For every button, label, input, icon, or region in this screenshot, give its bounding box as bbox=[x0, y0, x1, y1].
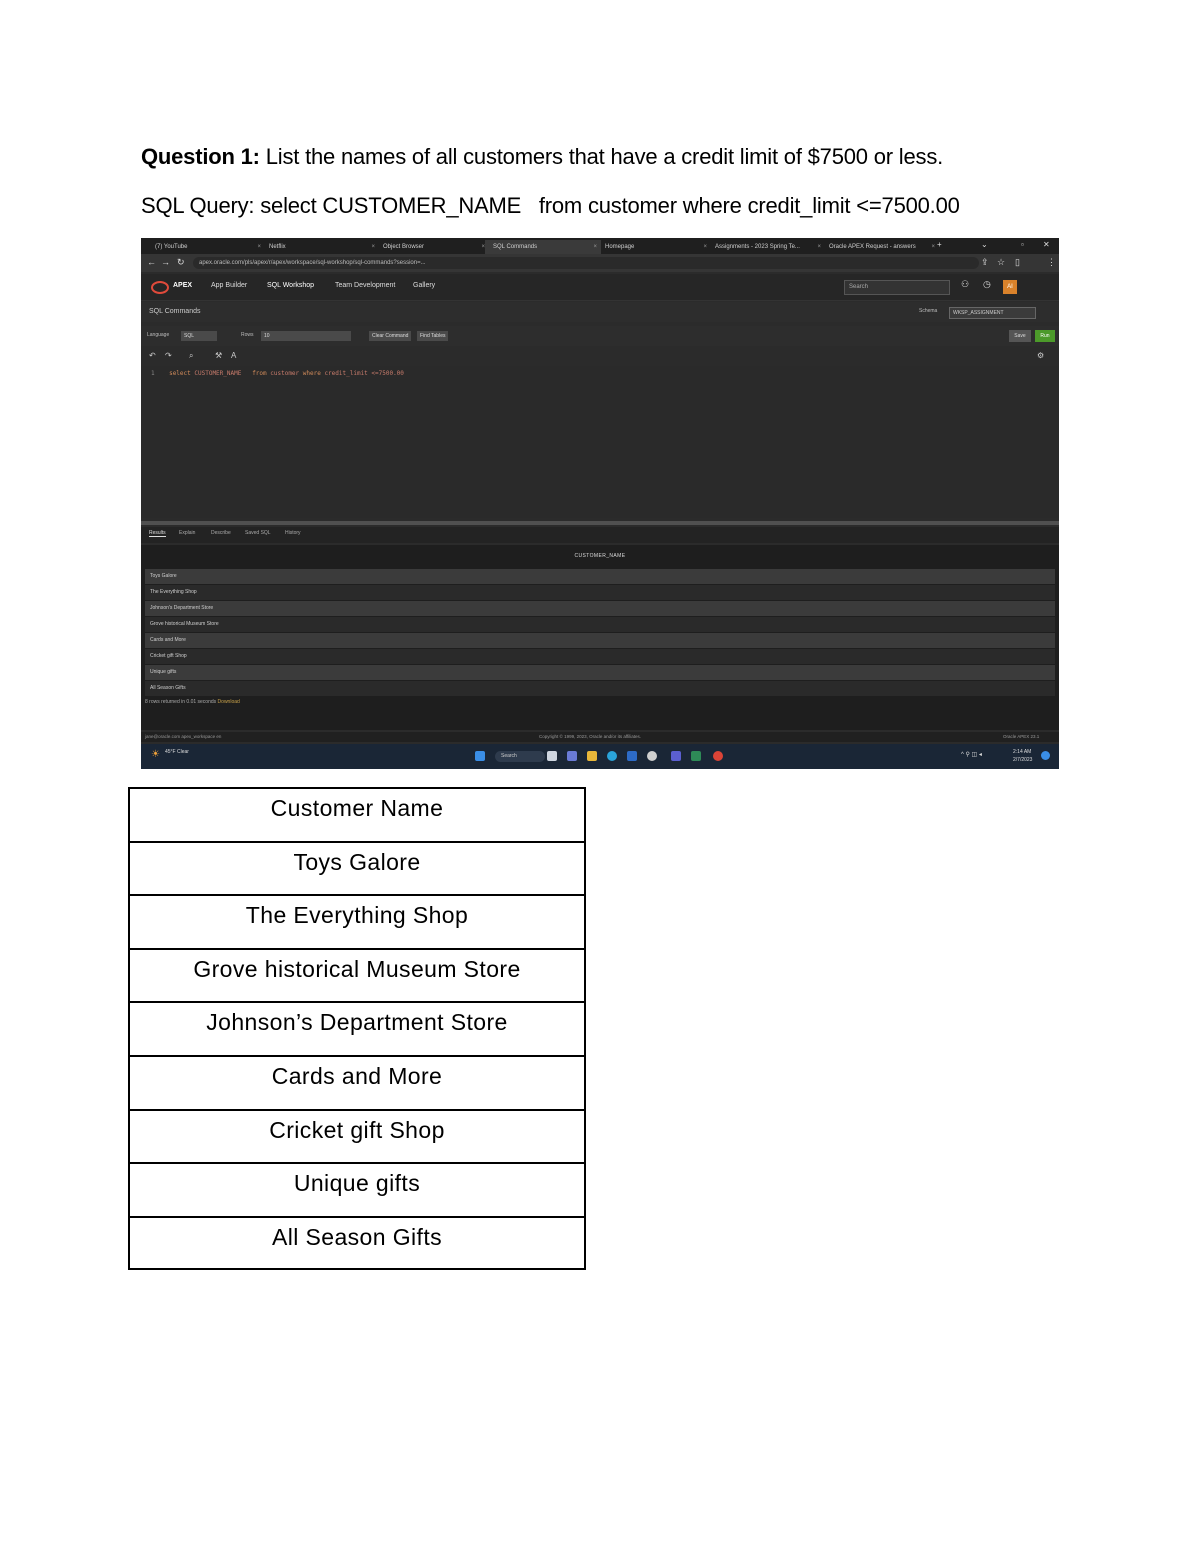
close-icon[interactable]: × bbox=[817, 244, 821, 250]
result-row: Toys Galore bbox=[145, 569, 1055, 584]
redo-icon[interactable]: ↷ bbox=[165, 351, 172, 360]
browser-tab-active[interactable]: SQL Commands × bbox=[485, 240, 601, 254]
file-explorer-icon[interactable] bbox=[587, 751, 597, 761]
address-bar bbox=[141, 254, 1059, 272]
download-link[interactable]: Download bbox=[217, 699, 240, 705]
menu-icon[interactable]: ⋮ bbox=[1047, 257, 1056, 267]
breadcrumb bbox=[141, 302, 1059, 322]
apex-screenshot bbox=[141, 238, 1059, 769]
taskbar-clock[interactable]: 2:14 AM 2/7/2023 bbox=[1013, 749, 1033, 763]
back-icon[interactable]: ← bbox=[147, 257, 156, 267]
chevron-down-icon[interactable]: ⌄ bbox=[981, 240, 988, 249]
table-row: Grove historical Museum Store bbox=[130, 950, 584, 1004]
close-icon[interactable]: × bbox=[371, 244, 375, 250]
tab-saved-sql[interactable]: Saved SQL bbox=[245, 530, 271, 536]
close-icon[interactable]: × bbox=[593, 244, 597, 250]
sql-toolbar bbox=[141, 326, 1059, 346]
notification-badge-icon[interactable] bbox=[1041, 751, 1050, 760]
teams-icon[interactable] bbox=[671, 751, 681, 761]
table-row: Cards and More bbox=[130, 1057, 584, 1111]
avatar[interactable]: AI bbox=[1003, 280, 1017, 294]
result-row: Cards and More bbox=[145, 633, 1055, 648]
xbox-icon[interactable] bbox=[691, 751, 701, 761]
close-icon[interactable]: × bbox=[257, 244, 261, 250]
store-icon[interactable] bbox=[627, 751, 637, 761]
sql-commands-title: SQL Commands bbox=[149, 308, 201, 315]
result-row: Unique gifts bbox=[145, 665, 1055, 680]
tab-results[interactable]: Results bbox=[149, 530, 166, 536]
browser-tab[interactable]: Oracle APEX Request - answers × bbox=[821, 240, 939, 254]
status-left: jane@oracle.com apex_workspace en bbox=[145, 734, 222, 739]
clear-command-button[interactable]: Clear Command bbox=[369, 331, 411, 341]
result-row: The Everything Shop bbox=[145, 585, 1055, 600]
windows-taskbar bbox=[141, 744, 1059, 769]
result-column-header: CUSTOMER_NAME bbox=[574, 553, 626, 559]
schema-select[interactable]: WKSP_ASSIGNMENT bbox=[949, 307, 1036, 319]
menu-app-builder[interactable]: App Builder bbox=[211, 282, 248, 289]
chrome-icon[interactable] bbox=[713, 751, 723, 761]
sql-query-line: SQL Query: select CUSTOMER_NAME from customer where credit_limit <=7500.00 bbox=[141, 193, 960, 218]
table-row: Unique gifts bbox=[130, 1164, 584, 1218]
edge-icon[interactable] bbox=[607, 751, 617, 761]
restore-icon[interactable]: ▫ bbox=[1021, 240, 1024, 249]
result-footer: 8 rows returned in 0.01 seconds Download bbox=[145, 699, 240, 705]
search-icon[interactable]: ⌕ bbox=[189, 351, 194, 360]
question-text: List the names of all customers that have a credit limit of $7500 or less. bbox=[265, 144, 944, 169]
save-button[interactable]: Save bbox=[1009, 330, 1031, 342]
forward-icon[interactable]: → bbox=[161, 257, 170, 267]
taskbar-search[interactable]: Search bbox=[495, 751, 545, 762]
result-row: Cricket gift Shop bbox=[145, 649, 1055, 664]
sql-code-line: 1 select CUSTOMER_NAME from customer where credit_limit <=7500.00 bbox=[151, 370, 404, 377]
status-version: Oracle APEX 23.1 bbox=[1003, 734, 1040, 739]
close-window-icon[interactable]: ✕ bbox=[1043, 240, 1050, 249]
table-row: Johnson’s Department Store bbox=[130, 1003, 584, 1057]
results-grid bbox=[141, 545, 1059, 730]
table-row: All Season Gifts bbox=[271, 1223, 443, 1250]
result-row: Johnson's Department Store bbox=[145, 601, 1055, 616]
star-icon[interactable]: ☆ bbox=[997, 257, 1006, 267]
pane-splitter[interactable] bbox=[141, 521, 1059, 525]
windows-start-icon[interactable] bbox=[475, 751, 485, 761]
browser-tab[interactable]: (7) YouTube × bbox=[147, 240, 265, 254]
apex-logo-text[interactable]: APEX bbox=[173, 282, 193, 289]
browser-tab[interactable]: Homepage × bbox=[597, 240, 711, 254]
tab-history[interactable]: History bbox=[285, 530, 301, 536]
language-label: Language bbox=[147, 332, 170, 338]
notifications-icon[interactable]: ◷ bbox=[983, 279, 991, 289]
weather-icon[interactable]: ☀ bbox=[151, 749, 160, 760]
apex-status-bar bbox=[141, 732, 1059, 742]
close-icon[interactable]: × bbox=[931, 244, 935, 250]
menu-sql-workshop[interactable]: SQL Workshop bbox=[267, 282, 315, 289]
share-icon[interactable]: ⇪ bbox=[981, 257, 989, 267]
menu-gallery[interactable]: Gallery bbox=[413, 282, 436, 289]
sidebar-icon[interactable]: ▯ bbox=[1015, 257, 1020, 267]
new-tab-icon[interactable]: + bbox=[937, 240, 942, 249]
browser-tab[interactable]: Object Browser × bbox=[375, 240, 489, 254]
table-row: Toys Galore bbox=[130, 843, 584, 897]
chat-icon[interactable] bbox=[567, 751, 577, 761]
question-line bbox=[141, 144, 943, 170]
tab-describe[interactable]: Describe bbox=[211, 530, 231, 536]
table-row: Cricket gift Shop bbox=[130, 1111, 584, 1165]
sql-editor[interactable] bbox=[141, 366, 1059, 518]
result-tabs bbox=[141, 527, 1059, 543]
settings-icon[interactable]: ⚙ bbox=[1037, 351, 1045, 360]
table-header: Customer Name bbox=[130, 789, 584, 843]
find-tables-button[interactable]: Find Tables bbox=[417, 331, 448, 341]
url-field[interactable]: apex.oracle.com/pls/apex/r/apex/workspace/sql-workshop/sql-commands?session=... bbox=[193, 257, 979, 269]
tray-icons[interactable]: ^ ⚲ ◫ ◂ bbox=[961, 752, 982, 758]
status-copyright: Copyright © 1999, 2023, Oracle and/or its affiliates. bbox=[539, 734, 642, 739]
question-label: Question 1: bbox=[141, 144, 260, 169]
apex-search-input[interactable]: Search bbox=[844, 280, 950, 295]
result-row: All Season Gifts bbox=[145, 681, 1055, 696]
schema-label: Schema bbox=[919, 308, 938, 314]
tab-explain[interactable]: Explain bbox=[179, 530, 196, 536]
task-view-icon[interactable] bbox=[547, 751, 557, 761]
close-icon[interactable]: × bbox=[481, 244, 485, 250]
language-select[interactable]: SQL bbox=[181, 331, 217, 341]
browser-tab-bar bbox=[141, 238, 1059, 254]
reload-icon[interactable]: ↻ bbox=[177, 257, 185, 267]
oracle-logo-icon[interactable] bbox=[151, 281, 169, 294]
help-icon[interactable]: ⚇ bbox=[961, 279, 970, 289]
rows-label: Rows bbox=[241, 332, 254, 338]
menu-team-development[interactable]: Team Development bbox=[335, 282, 396, 289]
autocomplete-icon[interactable]: A bbox=[231, 351, 237, 360]
weather-text: 45°F Clear bbox=[165, 749, 189, 755]
editor-icon-row bbox=[141, 348, 1059, 364]
wrench-icon[interactable]: ⚒ bbox=[215, 351, 223, 360]
browser-tab[interactable]: Netflix × bbox=[261, 240, 379, 254]
close-icon[interactable]: × bbox=[703, 244, 707, 250]
browser-tab[interactable]: Assignments - 2023 Spring Te... × bbox=[707, 240, 825, 254]
result-row: Grove historical Museum Store bbox=[145, 617, 1055, 632]
rows-select[interactable]: 10 bbox=[261, 331, 351, 341]
undo-icon[interactable]: ↶ bbox=[149, 351, 156, 360]
customer-name-table bbox=[128, 787, 586, 1270]
table-row: The Everything Shop bbox=[130, 896, 584, 950]
apex-header bbox=[141, 274, 1059, 301]
settings-app-icon[interactable] bbox=[647, 751, 657, 761]
run-button[interactable]: Run bbox=[1035, 330, 1055, 342]
